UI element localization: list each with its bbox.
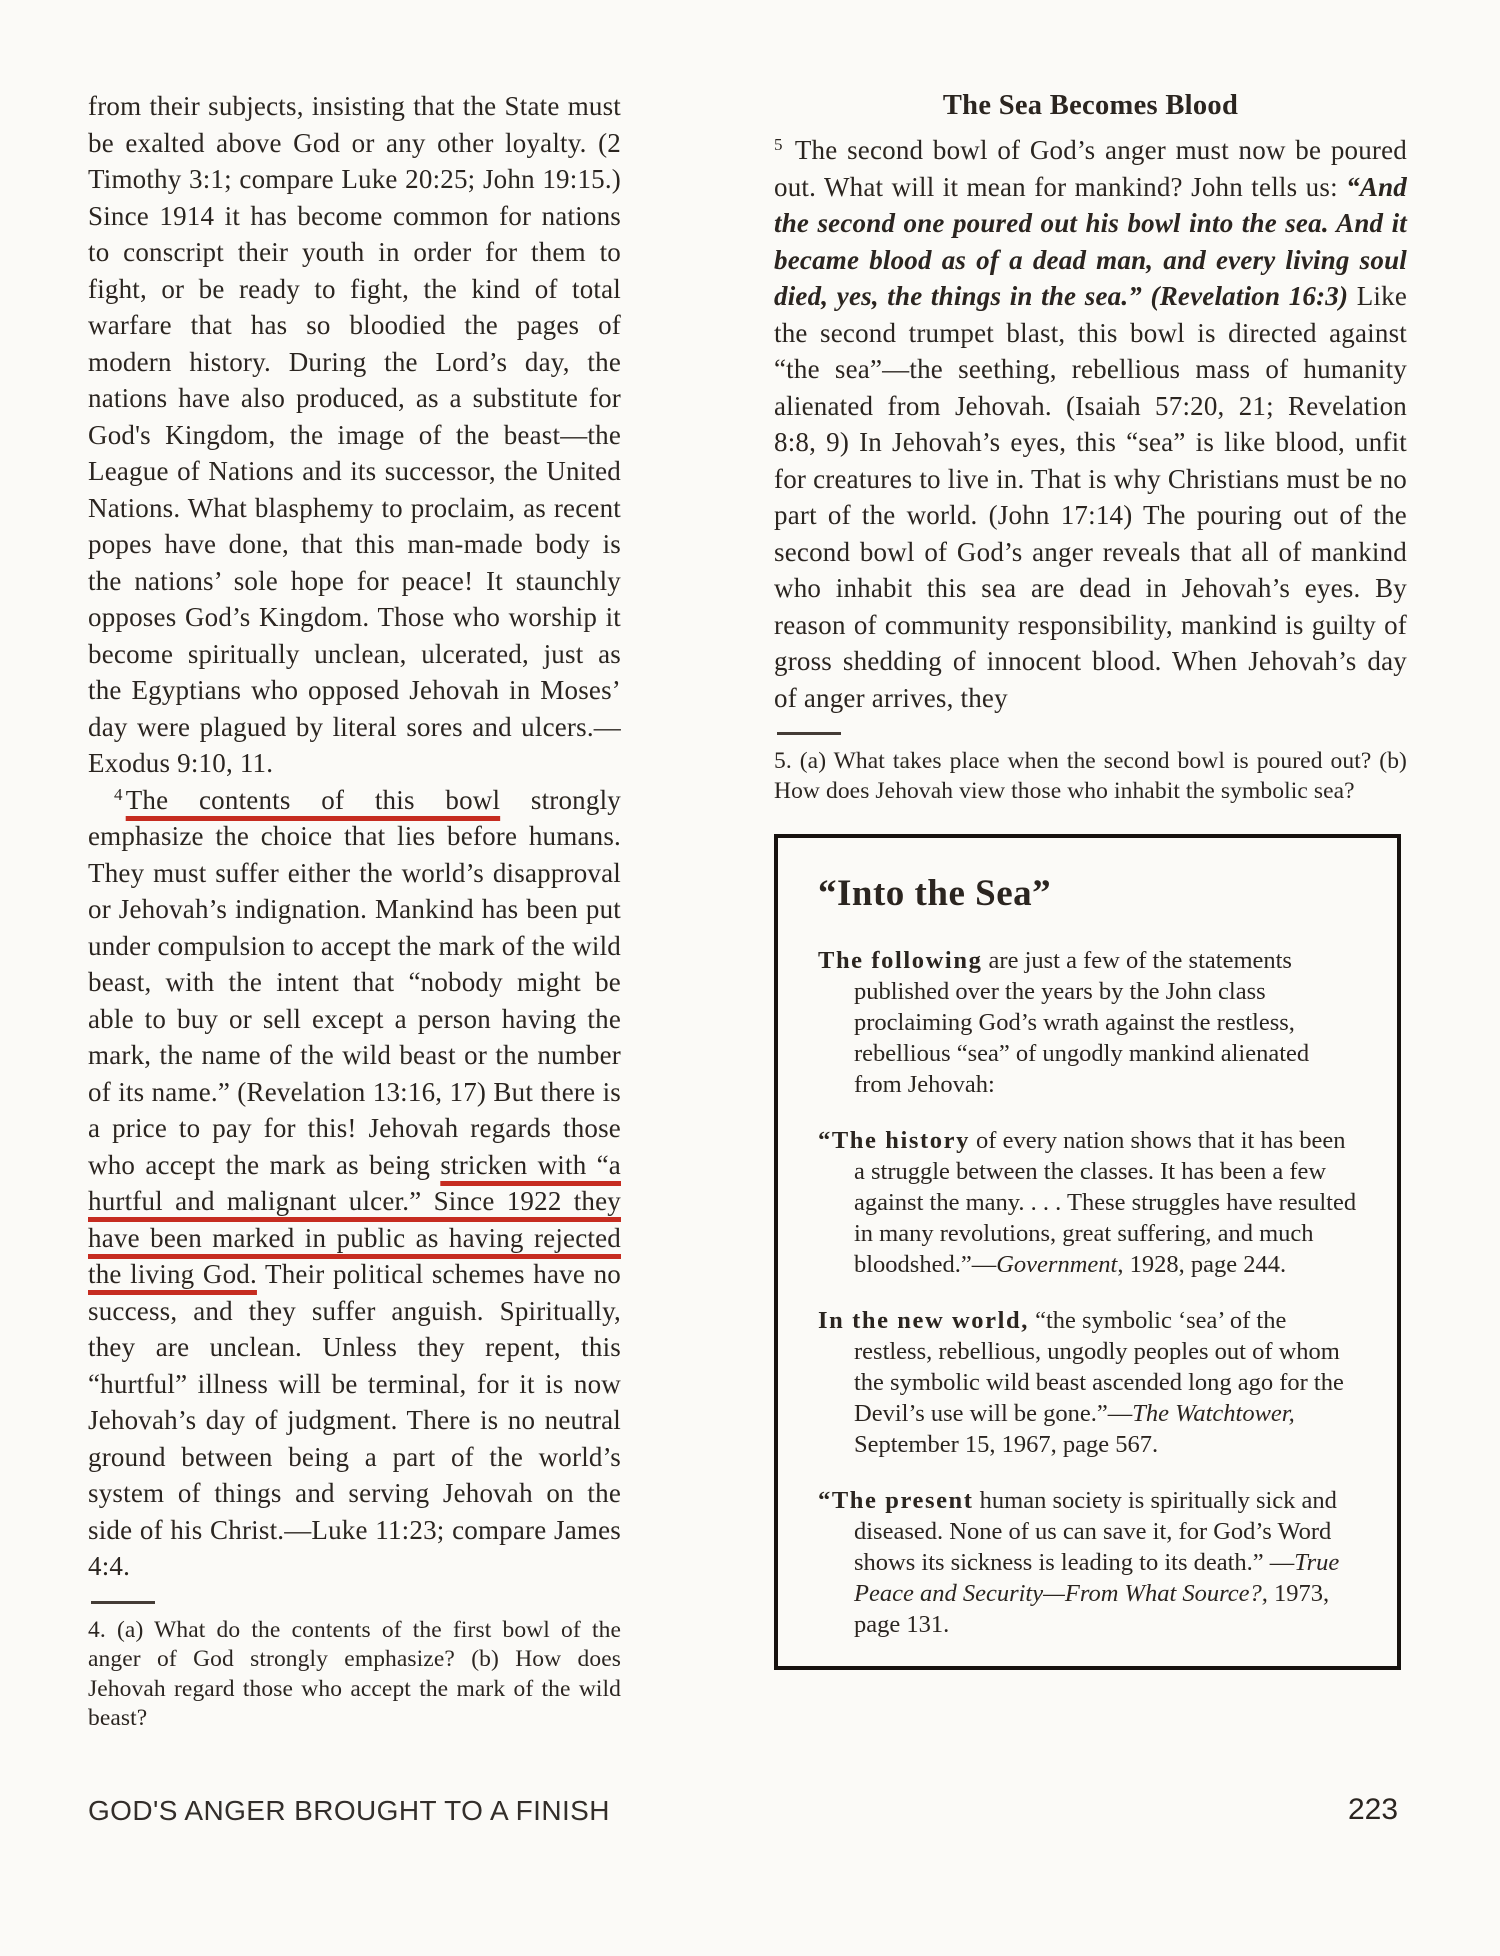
box-title: “Into the Sea” [818, 873, 1052, 914]
footnote-4: 4. (a) What do the contents of the first bowl of the anger of God strongly emphasize? (b) How does Jehovah regard those who accept the mark of the wild beast? [88, 1616, 621, 1731]
paragraph-4-text: Their political schemes have no success, and they suffer anguish. Spiritually, they are unclean. Unless they repent, this “hurtful” illness will be terminal, for it is now Jehovah’s day of judgment. There is no neutral ground between being a part of the world’s system of things and serving Jehovah on the side of his Christ.—Luke 11:23; compare James 4:4. [88, 1259, 621, 1581]
box-intro-lead: The following [818, 947, 983, 974]
paragraph-4-text: strongly emphasize the choice that lies before humans. They must suffer either the world’s disapproval or Jehovah’s indignation. Mankind has been put under compulsion to accept the mark of the wild beast, with the intent that “nobody might be able to buy or sell except a person having the mark, the name of the wild beast or the number of its name.” (Revelation 13:16, 17) But there is a price to pay for this! Jehovah regards those who accept the mark as being [88, 784, 621, 1180]
publication-title: True Peace and Security—From What Source?, [854, 1549, 1340, 1607]
box-intro-text: are just a few of the statements published over the years by the John class proclaiming God’s wrath against the restless, rebellious “sea” of ungodly mankind alienated from Jehovah: [854, 947, 1310, 1098]
box-quote-text: 1973, page 131. [854, 1580, 1330, 1638]
right-column [774, 88, 1407, 1670]
box-quote-text: human society is spiritually sick and diseased. None of us can save it, for God’s Word shows its sickness is leading to its death.” — [854, 1487, 1337, 1576]
box-quote-text: “the symbolic ‘sea’ of the restless, rebellious, ungodly peoples out of whom the symbolic wild beast ascended long ago for the Devil’s use will be gone.”— [854, 1307, 1344, 1427]
footnote-separator-rule [91, 1601, 155, 1604]
box-quote-lead: “The history [818, 1127, 970, 1154]
scripture-quote: “And the second one poured out his bowl into the sea. And it became blood as of a dead man, and every living soul died, yes, the things in the sea.” (Revelation 16:3) [774, 171, 1407, 311]
left-column [88, 88, 621, 1734]
paragraph-continuation-text: from their subjects, insisting that the State must be exalted above God or any other loyalty. (2 Timothy 3:1; compare Luke 20:25; John 19:15.) Since 1914 it has become common for nations to conscript their youth in order for them to fight, or be ready to fight, the kind of total warfare that has so bloodied the pages of modern history. During the Lord’s day, the nations have also produced, as a substitute for God's Kingdom, the image of the beast—the League of Nations and its successor, the United Nations. What blasphemy to proclaim, as recent popes have done, that this man-made body is the nations’ sole hope for peace! It staunchly opposes God’s Kingdom. Those who worship it become spiritually unclean, ulcerated, just as the Egyptians who opposed Jehovah in Moses’ day were plagued by literal sores and ulcers.—Exodus 9:10, 11. [88, 91, 621, 778]
paragraph-5-text: Like the second trumpet blast, this bowl is directed against “the sea”—the seething, rebellious mass of humanity alienated from Jehovah. (Isaiah 57:20, 21; Revelation 8:8, 9) In Jehovah’s eyes, this “sea” is like blood, unfit for creatures to live in. That is why Christians must be no part of the world. (John 17:14) The pouring out of the second bowl of God’s anger reveals that all of mankind who inhabit this sea are dead in Jehovah’s eyes. By reason of community responsibility, mankind is guilty of gross shedding of innocent blood. When Jehovah’s day of anger arrives, they [774, 281, 1408, 713]
box-quote-item [818, 1305, 1359, 1460]
box-quote-item [818, 1125, 1359, 1280]
annotation-underline: stricken with “a hurtful and malignant ulcer.” Since 1922 they have been marked in public as having rejected the living God. [88, 1149, 621, 1289]
box-quote-text: September 15, 1967, page 567. [854, 1431, 1159, 1458]
running-footer-title: GOD'S ANGER BROUGHT TO A FINISH [88, 1795, 610, 1826]
paragraph-5 [774, 132, 1407, 716]
sidebar-box [774, 834, 1401, 1670]
box-intro [818, 945, 1359, 1100]
box-quote-text: of every nation shows that it has been a struggle between the classes. It has been a few against the many. . . . These struggles have resulted in many revolutions, great suffering, and much bloodshed.”— [854, 1127, 1357, 1278]
annotation-underline: The contents of this bowl [125, 784, 501, 815]
paragraph-4 [88, 782, 621, 1585]
box-quote-text: , 1928, page 244. [1117, 1251, 1287, 1278]
section-heading: The Sea Becomes Blood [942, 90, 1239, 121]
publication-title: The Watchtower, [1132, 1400, 1295, 1427]
box-quote-lead: In the new world, [818, 1307, 1029, 1334]
paragraph-continuation [88, 88, 621, 782]
footnote-5: 5. (a) What takes place when the second bowl is poured out? (b) How does Jehovah view those who inhabit the symbolic sea? [774, 748, 1407, 804]
page-number: 223 [1348, 1793, 1399, 1826]
paragraph-number: 5 [774, 135, 783, 154]
publication-title: Government [996, 1251, 1118, 1278]
paragraph-5-text: The second bowl of God’s anger must now be poured out. What will it mean for mankind? John tells us: [774, 135, 1407, 202]
footnote-separator-rule [777, 732, 841, 735]
box-items [818, 1125, 1359, 1640]
box-quote-lead: “The present [818, 1487, 974, 1514]
box-quote-item [818, 1485, 1359, 1640]
paragraph-number: 4 [114, 784, 123, 804]
